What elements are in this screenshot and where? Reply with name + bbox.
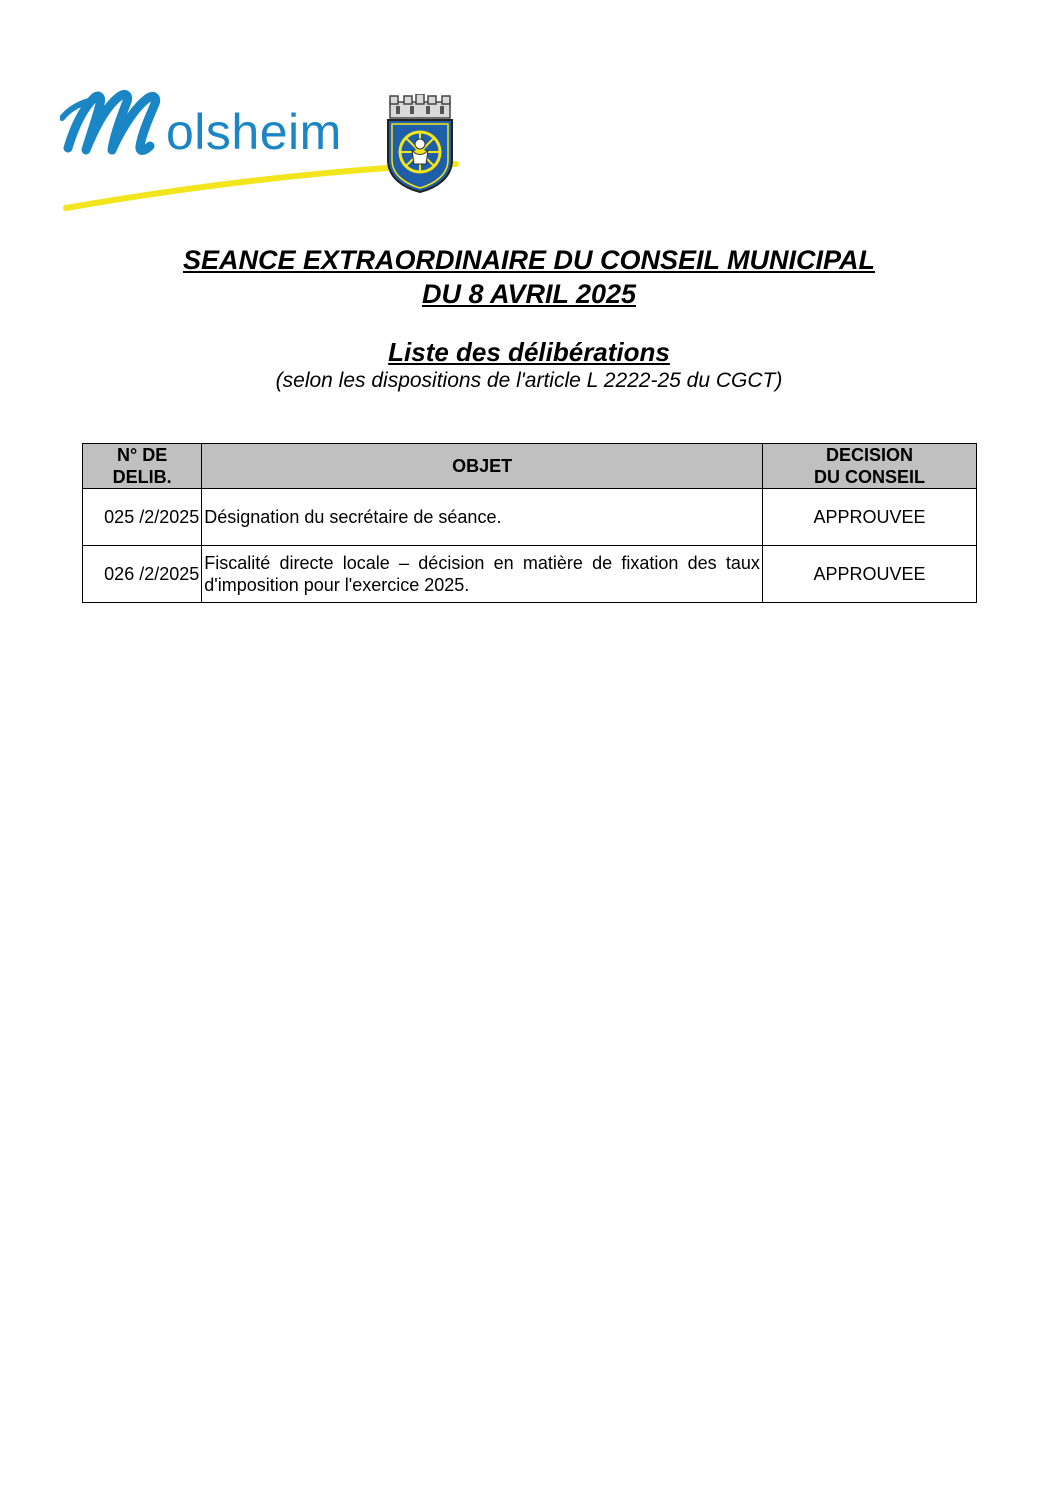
- delib-objet: Fiscalité directe locale – décision en matière de fixation des taux d'imposition pour l'exercice 2025.: [202, 546, 763, 603]
- header-decision-line2: DU CONSEIL: [813, 467, 925, 487]
- header-decision-line1: DECISION: [825, 445, 913, 465]
- molsheim-logo: [60, 88, 465, 216]
- delib-decision: APPROUVEE: [762, 546, 976, 603]
- document-header: [0, 243, 1058, 395]
- coat-of-arms-icon: [382, 94, 458, 194]
- legal-note: (selon les dispositions de l'article L 2222-25 du CGCT): [275, 369, 783, 392]
- delib-number: 026 /2/2025: [83, 546, 202, 603]
- header-num-line2: DELIB.: [112, 467, 172, 487]
- logo-text: olsheim: [166, 104, 342, 160]
- table-row: [83, 489, 977, 546]
- table-header-row: [83, 444, 977, 489]
- deliberations-table: [82, 443, 977, 603]
- delib-number: 025 /2/2025: [83, 489, 202, 546]
- list-title: Liste des délibérations: [388, 337, 670, 367]
- logo-m-letter-icon: [60, 88, 170, 168]
- delib-objet: Désignation du secrétaire de séance.: [202, 489, 763, 546]
- header-decision: [762, 444, 976, 489]
- meeting-title-line1: SEANCE EXTRAORDINAIRE DU CONSEIL MUNICIPAL: [182, 245, 876, 275]
- table-row: [83, 546, 977, 603]
- header-objet: OBJET: [202, 444, 763, 489]
- header-num: [83, 444, 202, 489]
- header-num-line1: N° DE: [117, 445, 168, 465]
- meeting-title-line2: DU 8 AVRIL 2025: [421, 279, 637, 309]
- delib-decision: APPROUVEE: [762, 489, 976, 546]
